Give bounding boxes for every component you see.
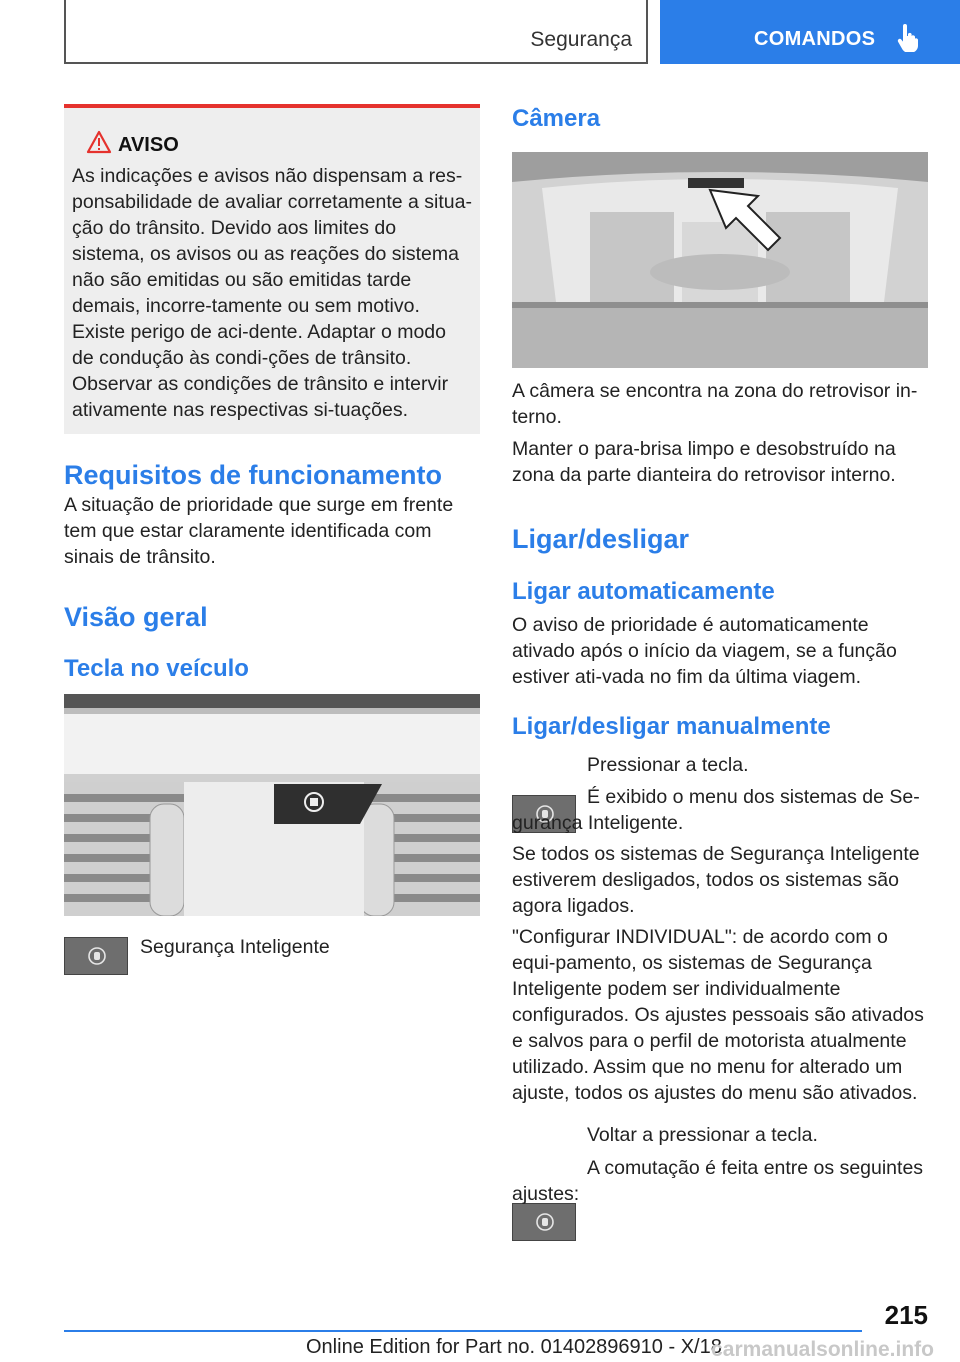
vehicle-button-photo [64,694,480,916]
pointing-hand-icon [896,24,918,52]
header-chapter-tab [660,0,960,64]
manual-text-individual: "Configurar INDIVIDUAL": de acordo com o equi-pamento, os sistemas de Segurança Inteligente podem ser individualmente configurados. Os ajustes pessoais são ativados e salvos para o perfil de motorista atualmente utilizado. Assim que no menu for alterado um ajuste, todos os ajustes do menu são ativados. [512,926,924,1104]
warning-text: As indicações e avisos não dispensam a res-ponsabilidade de avaliar corretamente a situa-ção do trânsito. Devido aos limites do sistema, os avisos ou as reações do sistema não são emitidas ou são emitidas tarde demais, incorre-tamente ou sem motivo. Existe perigo de aci-dente. Adaptar o modo de condução às condi-ções de trânsito. Observar as condições de trânsito e intervir ativamente nas respectivas si-tuações. [72,165,472,421]
header-section-box [64,0,648,64]
warning-title: AVISO [118,134,179,156]
intelligent-safety-caption: Segurança Inteligente [140,936,330,958]
camera-photo [512,152,928,368]
manual-text-all-off: Se todos os sistemas de Segurança Inteligente estiverem desligados, todos os sistemas são agora ligados. [512,843,920,917]
vehicle-key-heading: Tecla no veículo [64,655,249,682]
warning-triangle-icon [86,130,112,154]
left-column [64,104,480,684]
camera-heading: Câmera [512,105,601,132]
intelligent-safety-button-image [64,937,128,975]
camera-text-location: A câmera se encontra na zona do retrovisor in-terno. [512,380,918,428]
manual-onoff-heading: Ligar/desligar manualmente [512,713,831,740]
again-step-press: Voltar a pressionar a tecla. [587,1124,818,1146]
onoff-heading: Ligar/desligar [512,524,690,554]
vehicle-button-illustration [64,694,480,916]
manual-step-menu: É exibido o menu dos sistemas de Se-gurança Inteligente. [512,786,920,834]
requirements-heading: Requisitos de funcionamento [64,460,443,490]
watermark: carmanualsonline.info [711,1338,934,1361]
requirements-text: A situação de prioridade que surge em frente tem que estar claramente identificada com sinais de trânsito. [64,494,454,568]
overview-heading: Visão geral [64,602,208,632]
page-number: 215 [884,1300,928,1330]
footer-rule [64,1330,862,1332]
header-chapter-title: COMANDOS [754,28,876,50]
auto-on-text: O aviso de prioridade é automaticamente ativado após o início da viagem, se a função estiver ati-vada no fim da última viagem. [512,614,897,688]
camera-illustration [512,152,928,368]
footer-edition: Online Edition for Part no. 01402896910 - X/18 [306,1336,722,1358]
camera-text-clean: Manter o para-brisa limpo e desobstruído na zona da parte dianteira do retrovisor interno. [512,438,896,486]
intelligent-safety-icon [535,1212,555,1232]
again-step-switch: A comutação é feita entre os seguintes ajustes: [512,1157,924,1205]
manual-step-press: Pressionar a tecla. [587,754,749,776]
warning-box [64,104,480,434]
header-section-title: Segurança [530,28,632,51]
auto-on-heading: Ligar automaticamente [512,578,775,605]
again-button-image [512,1203,576,1241]
intelligent-safety-icon [87,946,107,966]
warning-title-row [118,134,472,157]
right-column [512,100,928,134]
